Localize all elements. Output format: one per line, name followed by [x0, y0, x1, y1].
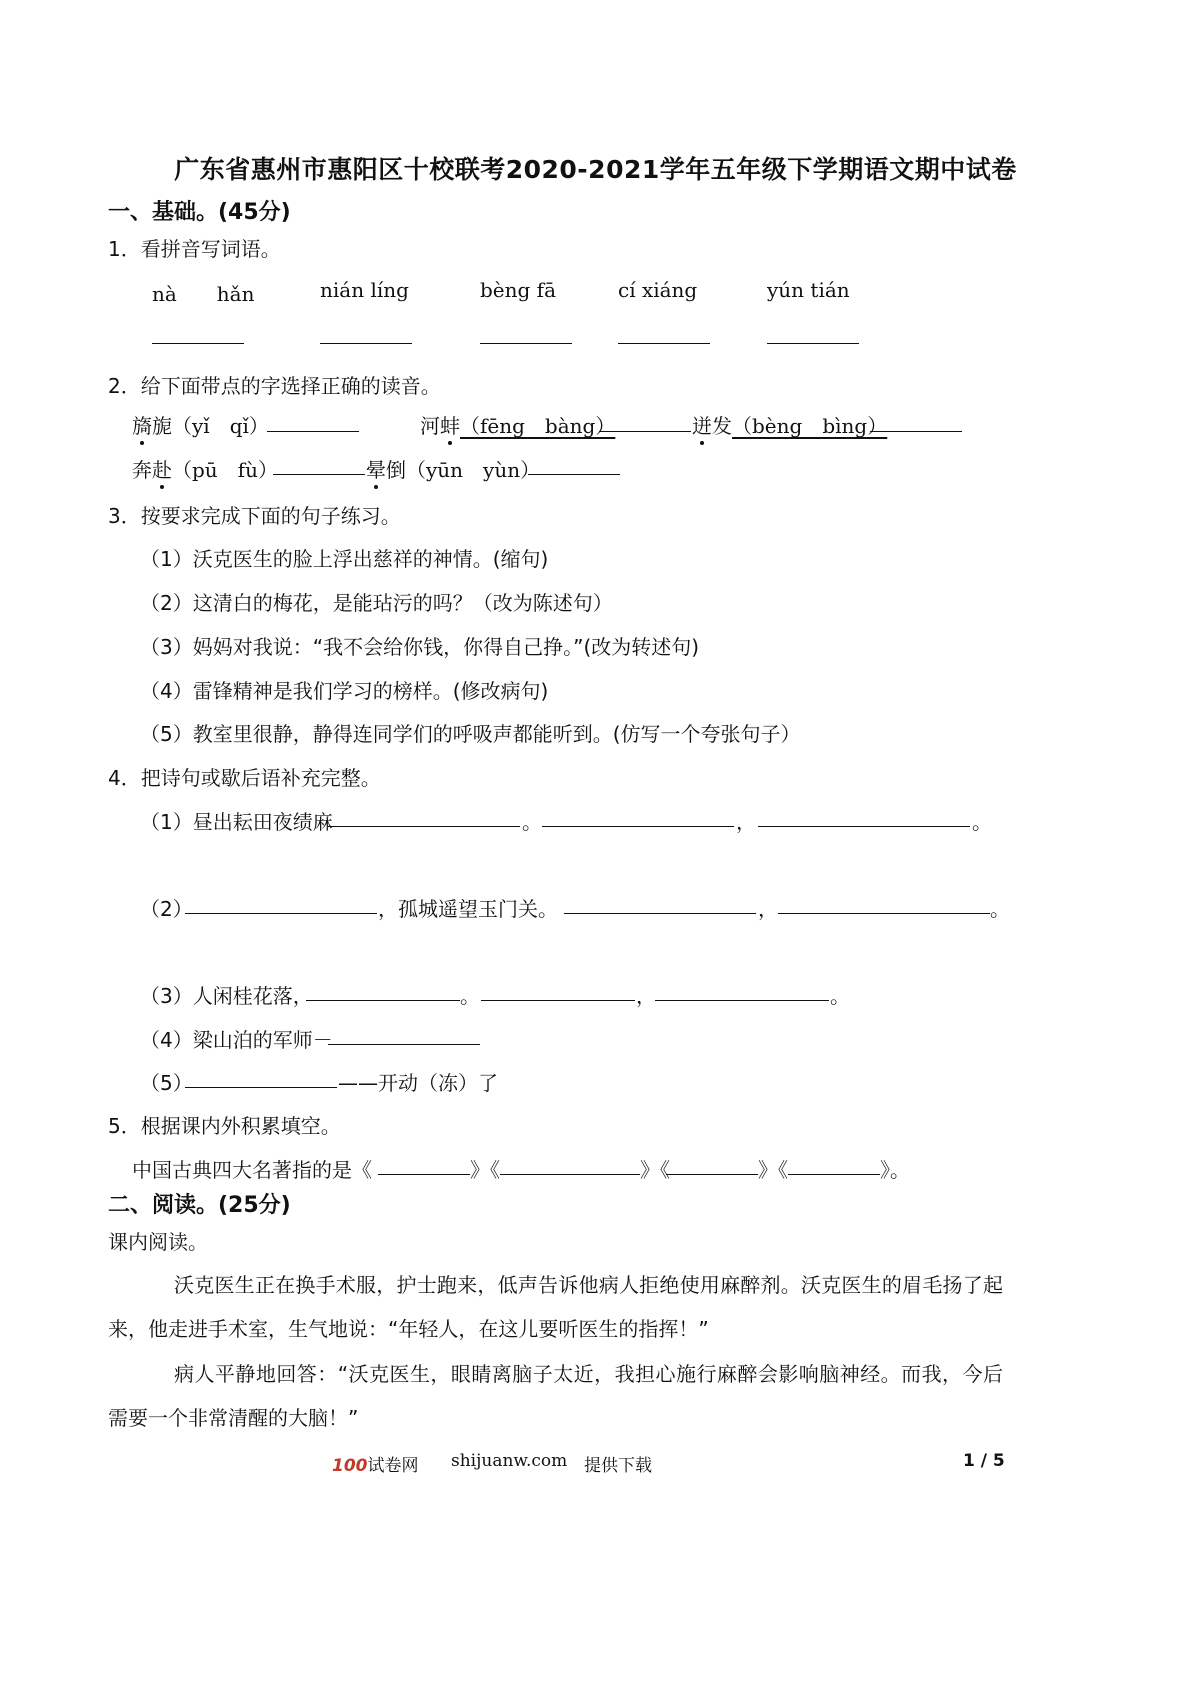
pinyin-4: cí xiáng — [618, 278, 698, 302]
q5-blank-3[interactable] — [666, 1174, 758, 1175]
page-number: 1 / 5 — [963, 1451, 1005, 1471]
punct: 。 — [460, 984, 480, 1008]
reading-blank-4[interactable] — [273, 474, 365, 475]
answer-line-1[interactable] — [152, 343, 244, 344]
pinyin-1: nà hǎn — [152, 282, 255, 306]
pinyin-2: nián líng — [320, 278, 409, 302]
q5-lead: 中国古典四大名著指的是《 — [132, 1158, 372, 1182]
q5-end: 》。 — [880, 1158, 910, 1182]
q3-item-2: （2）这清白的梅花，是能玷污的吗？（改为陈述句） — [140, 591, 613, 615]
section-1-heading: 一、基础。(45分) — [108, 200, 291, 225]
reading-subtitle: 课内阅读。 — [108, 1230, 208, 1254]
site-logo: 100 — [332, 1456, 368, 1476]
reading-item-3: 迸发（bèng bìng） — [692, 410, 887, 439]
q4-3-blank-2[interactable] — [481, 1000, 635, 1001]
reading-blank-2[interactable] — [599, 431, 691, 432]
q4-line-1-text: （1）昼出耘田夜绩麻 — [140, 810, 333, 834]
q4-2-blank-1[interactable] — [185, 913, 377, 914]
q4-3-blank-3[interactable] — [655, 1000, 829, 1001]
q4-5-blank[interactable] — [185, 1087, 337, 1088]
site-name: 试卷网 — [367, 1456, 419, 1476]
punct: 。 — [990, 897, 1010, 921]
pinyin-3: bèng fā — [480, 278, 557, 302]
q5-blank-4[interactable] — [788, 1174, 880, 1175]
question-3: 3．按要求完成下面的句子练习。 — [108, 504, 401, 528]
reading-item-4: 奔赴（pū fù） — [132, 454, 278, 483]
q5-sep: 》《 — [758, 1158, 788, 1182]
q4-4-blank[interactable] — [328, 1044, 480, 1045]
answer-line-3[interactable] — [480, 343, 572, 344]
q4-line-2-label: （2） — [140, 897, 193, 921]
q4-line-2-text: ，孤城遥望玉门关。 — [378, 897, 558, 921]
footer-url[interactable]: shijuanw.com — [451, 1451, 568, 1471]
footer-note: 提供下载 — [584, 1456, 652, 1476]
question-1: 1．看拼音写词语。 — [108, 237, 281, 261]
q4-2-blank-2[interactable] — [564, 913, 756, 914]
question-5: 5．根据课内外积累填空。 — [108, 1114, 341, 1138]
q4-1-blank-1[interactable] — [328, 826, 520, 827]
reading-blank-1[interactable] — [267, 431, 359, 432]
section-2-heading: 二、阅读。(25分) — [108, 1193, 291, 1218]
answer-line-2[interactable] — [320, 343, 412, 344]
q4-3-blank-1[interactable] — [306, 1000, 460, 1001]
question-4: 4．把诗句或歇后语补充完整。 — [108, 766, 381, 790]
q4-1-blank-2[interactable] — [542, 826, 734, 827]
q5-blank-2[interactable] — [500, 1174, 640, 1175]
q4-1-blank-3[interactable] — [758, 826, 970, 827]
q4-line-5-text: ——开动（冻）了 — [338, 1071, 498, 1095]
q3-item-4: （4）雷锋精神是我们学习的榜样。(修改病句) — [140, 679, 549, 703]
footer-brand — [332, 1451, 419, 1476]
q3-item-3: （3）妈妈对我说：“我不会给你钱，你得自己挣。”(改为转述句) — [140, 635, 700, 659]
punct: ， — [636, 984, 656, 1008]
question-2: 2．给下面带点的字选择正确的读音。 — [108, 374, 441, 398]
q5-sep: 》《 — [470, 1158, 500, 1182]
q4-line-3-text: （3）人闲桂花落， — [140, 984, 313, 1008]
q3-item-5: （5）教室里很静，静得连同学们的呼吸声都能听到。(仿写一个夸张句子） — [140, 722, 801, 746]
punct: 。 — [972, 810, 992, 834]
reading-item-2: 河蚌（fēng bàng） — [420, 410, 615, 439]
reading-blank-3[interactable] — [870, 431, 962, 432]
punct: 。 — [522, 810, 542, 834]
answer-line-5[interactable] — [767, 343, 859, 344]
q5-blank-1[interactable] — [378, 1174, 470, 1175]
pinyin-5: yún tián — [767, 278, 850, 302]
answer-line-4[interactable] — [618, 343, 710, 344]
reading-paragraph-2: 病人平静地回答：“沃克医生，眼睛离脑子太近，我担心施行麻醉会影响脑神经。而我，今后需要一个非常清醒的大脑！” — [108, 1362, 1003, 1430]
reading-paragraph-1: 沃克医生正在换手术服，护士跑来，低声告诉他病人拒绝使用麻醉剂。沃克医生的眉毛扬了起来，他走进手术室，生气地说：“年轻人，在这儿要听医生的指挥！” — [108, 1273, 1003, 1341]
reading-item-5: 晕倒（yūn yùn） — [366, 454, 540, 483]
punct: ， — [758, 897, 778, 921]
page-title: 广东省惠州市惠阳区十校联考2020-2021学年五年级下学期语文期中试卷 — [174, 155, 1017, 184]
q4-line-4-text: （4）梁山泊的军师－ — [140, 1028, 333, 1052]
q5-sep: 》《 — [640, 1158, 670, 1182]
q3-item-1: （1）沃克医生的脸上浮出慈祥的神情。(缩句) — [140, 547, 549, 571]
punct: 。 — [830, 984, 850, 1008]
reading-item-1: 旖旎（yǐ qǐ） — [132, 410, 269, 439]
q4-2-blank-3[interactable] — [778, 913, 990, 914]
q4-line-5-label: （5） — [140, 1071, 193, 1095]
reading-blank-5[interactable] — [528, 474, 620, 475]
punct: ， — [736, 810, 756, 834]
